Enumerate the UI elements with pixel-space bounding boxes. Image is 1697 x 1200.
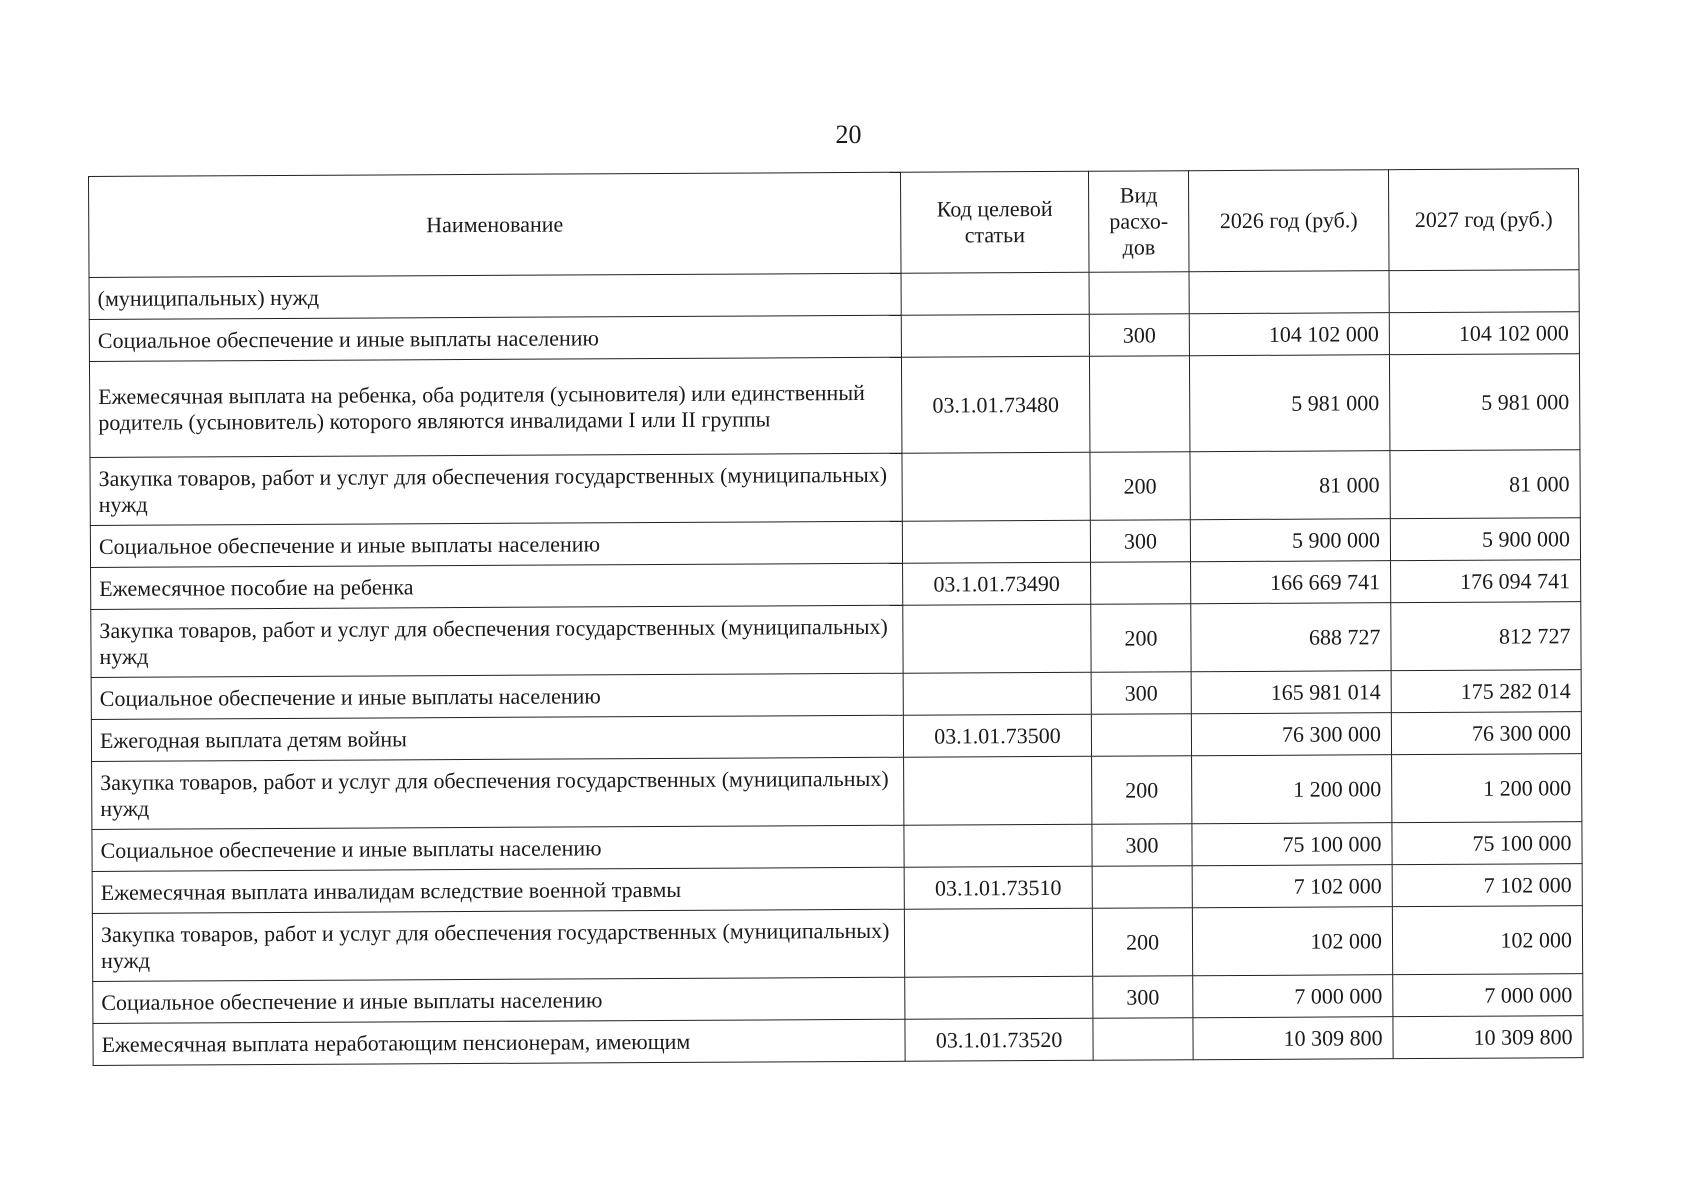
table-row — [93, 1016, 1583, 1066]
cell-2026: 104 102 000 — [1189, 313, 1389, 356]
cell-2026: 5 981 000 — [1189, 355, 1389, 452]
cell-2026: 75 100 000 — [1192, 823, 1392, 866]
table-row — [91, 602, 1581, 678]
cell-kind: 300 — [1090, 520, 1190, 563]
cell-2027: 76 300 000 — [1391, 712, 1581, 755]
cell-kind: 200 — [1092, 908, 1192, 977]
cell-2027: 812 727 — [1391, 602, 1581, 671]
table-row — [92, 906, 1582, 982]
cell-kind: 200 — [1090, 452, 1190, 521]
cell-name: Ежемесячная выплата на ребенка, оба родителя (усыновителя) или единственный родитель (усыновитель) которого являются инвалидами I или II группы — [89, 357, 901, 457]
cell-name: Ежегодная выплата детям войны — [91, 715, 903, 761]
cell-name: (муниципальных) нужд — [89, 273, 901, 319]
cell-2026: 688 727 — [1191, 603, 1391, 672]
cell-kind — [1093, 1018, 1193, 1061]
header-2027: 2027 год (руб.) — [1388, 169, 1579, 271]
cell-kind — [1091, 714, 1191, 757]
cell-code: 03.1.01.73480 — [901, 356, 1090, 453]
cell-kind — [1089, 272, 1189, 315]
cell-2027: 5 981 000 — [1389, 354, 1580, 451]
cell-code — [904, 908, 1092, 977]
cell-2026: 81 000 — [1190, 451, 1390, 520]
cell-name: Социальное обеспечение и иные выплаты населению — [92, 825, 904, 871]
cell-name: Закупка товаров, работ и услуг для обеспечения государственных (муниципальных) нужд — [92, 909, 904, 981]
header-2026: 2026 год (руб.) — [1188, 170, 1389, 272]
header-name: Наименование — [89, 172, 902, 277]
cell-2027 — [1389, 270, 1579, 313]
cell-code — [905, 976, 1093, 1019]
cell-code — [901, 314, 1089, 357]
cell-kind: 200 — [1091, 604, 1191, 673]
cell-name: Закупка товаров, работ и услуг для обеспечения государственных (муниципальных) нужд — [92, 757, 904, 829]
cell-name: Социальное обеспечение и иные выплаты населению — [91, 673, 903, 719]
cell-2026: 1 200 000 — [1192, 755, 1392, 824]
cell-2027: 175 282 014 — [1391, 670, 1581, 713]
cell-2026: 166 669 741 — [1191, 561, 1391, 604]
header-code: Код целевой статьи — [900, 171, 1089, 273]
cell-2026: 7 000 000 — [1193, 975, 1393, 1018]
table-row — [90, 450, 1580, 526]
header-row — [89, 169, 1580, 278]
budget-table — [88, 168, 1584, 1066]
cell-code — [903, 672, 1091, 715]
cell-2027: 104 102 000 — [1389, 312, 1579, 355]
cell-code: 03.1.01.73510 — [904, 866, 1092, 909]
cell-2026: 7 102 000 — [1192, 865, 1392, 908]
cell-kind: 300 — [1091, 672, 1191, 715]
cell-code — [902, 452, 1090, 521]
cell-2026: 102 000 — [1192, 907, 1392, 976]
cell-2027: 102 000 — [1392, 906, 1582, 975]
cell-2027: 5 900 000 — [1390, 518, 1580, 561]
cell-kind: 300 — [1093, 976, 1193, 1019]
table-header — [89, 169, 1580, 278]
cell-2026 — [1189, 271, 1389, 314]
cell-kind: 300 — [1092, 824, 1192, 867]
cell-2027: 7 000 000 — [1393, 974, 1583, 1017]
cell-kind — [1092, 866, 1192, 909]
cell-code — [904, 756, 1092, 825]
table-row — [92, 754, 1582, 830]
cell-2026: 5 900 000 — [1190, 519, 1390, 562]
cell-2026: 165 981 014 — [1191, 671, 1391, 714]
cell-2027: 81 000 — [1390, 450, 1580, 519]
cell-2026: 76 300 000 — [1191, 713, 1391, 756]
cell-code: 03.1.01.73490 — [903, 562, 1091, 605]
cell-name: Социальное обеспечение и иные выплаты населению — [90, 521, 902, 567]
cell-name: Закупка товаров, работ и услуг для обеспечения государственных (муниципальных) нужд — [91, 605, 903, 677]
cell-code — [901, 272, 1089, 315]
cell-2026: 10 309 800 — [1193, 1017, 1393, 1060]
cell-name: Ежемесячная выплата инвалидам вследствие военной травмы — [92, 867, 904, 913]
cell-name: Социальное обеспечение и иные выплаты населению — [89, 315, 901, 361]
cell-2027: 1 200 000 — [1392, 754, 1582, 823]
cell-name: Закупка товаров, работ и услуг для обеспечения государственных (муниципальных) нужд — [90, 453, 902, 525]
cell-2027: 10 309 800 — [1393, 1016, 1583, 1059]
header-kind: Вид расхо-дов — [1088, 171, 1189, 273]
cell-code: 03.1.01.73520 — [905, 1018, 1093, 1061]
table-row — [89, 354, 1579, 458]
cell-name: Ежемесячное пособие на ребенка — [91, 563, 903, 609]
cell-kind: 200 — [1092, 756, 1192, 825]
budget-table-container — [88, 168, 1583, 1066]
cell-kind — [1089, 356, 1190, 453]
cell-kind: 300 — [1089, 314, 1189, 357]
cell-code — [904, 824, 1092, 867]
cell-2027: 176 094 741 — [1391, 560, 1581, 603]
cell-code — [902, 520, 1090, 563]
cell-name: Ежемесячная выплата неработающим пенсионерам, имеющим — [93, 1019, 905, 1065]
cell-2027: 75 100 000 — [1392, 822, 1582, 865]
cell-2027: 7 102 000 — [1392, 864, 1582, 907]
table-body — [89, 270, 1583, 1066]
cell-name: Социальное обеспечение и иные выплаты населению — [93, 977, 905, 1023]
cell-code: 03.1.01.73500 — [903, 714, 1091, 757]
cell-code — [903, 604, 1091, 673]
page-number: 20 — [835, 120, 862, 149]
cell-kind — [1091, 562, 1191, 605]
